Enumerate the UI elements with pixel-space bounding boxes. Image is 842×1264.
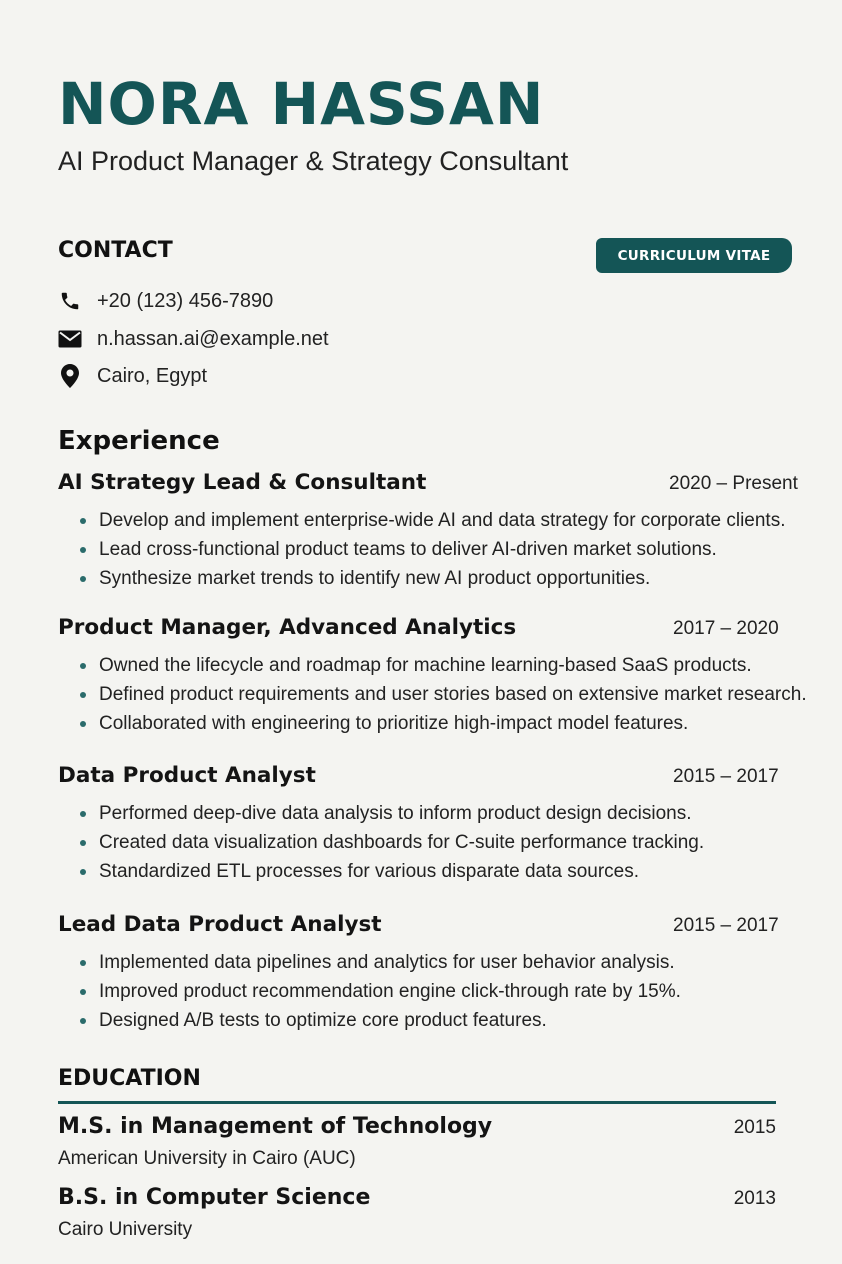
job-title: Lead Data Product Analyst [58,912,382,937]
bullet-dot [80,663,86,669]
phone-icon [58,289,82,313]
experience-heading: Experience [58,426,220,456]
job-bullet: Standardized ETL processes for various disparate data sources. [58,857,704,886]
education-school: American University in Cairo (AUC) [58,1148,356,1169]
bullet-dot [80,518,86,524]
job-title: Data Product Analyst [58,763,316,788]
envelope-icon [58,327,82,351]
education-heading: EDUCATION [58,1066,201,1091]
contact-location-row [58,363,207,389]
job-bullet: Performed deep-dive data analysis to inform product design decisions. [58,799,704,828]
map-pin-icon [58,364,82,388]
contact-location: Cairo, Egypt [97,364,208,387]
bullet-dot [80,989,86,995]
contact-email: n.hassan.ai@example.net [97,327,329,350]
job-title: AI Strategy Lead & Consultant [58,470,427,495]
job-title: Product Manager, Advanced Analytics [58,615,517,640]
education-divider [58,1101,776,1104]
candidate-name: NORA HASSAN [58,70,545,138]
job-bullet: Improved product recommendation engine click-through rate by 15%. [58,977,681,1006]
bullet-dot [80,1018,86,1024]
job-bullet: Defined product requirements and user stories based on extensive market research. [58,680,807,709]
bullet-dot [80,840,86,846]
job-bullet: Created data visualization dashboards for C-suite performance tracking. [58,828,704,857]
job-bullet: Collaborated with engineering to prioritize high-impact model features. [58,709,807,738]
contact-phone-row [58,288,273,314]
job-date: 2015 – 2017 [673,915,779,936]
job-bullet: Develop and implement enterprise-wide AI and data strategy for corporate clients. [58,506,785,535]
contact-email-row [58,326,329,352]
education-year: 2015 [733,1117,776,1138]
bullet-dot [80,576,86,582]
bullet-dot [80,960,86,966]
education-year: 2013 [733,1188,776,1209]
candidate-subtitle: AI Product Manager & Strategy Consultant [58,146,569,176]
job-bullet: Implemented data pipelines and analytics for user behavior analysis. [58,948,681,977]
bullet-dot [80,547,86,553]
bullet-dot [80,811,86,817]
job-bullet: Synthesize market trends to identify new AI product opportunities. [58,564,785,593]
contact-heading: CONTACT [58,238,173,263]
education-school: Cairo University [58,1219,193,1240]
job-bullet: Lead cross-functional product teams to deliver AI-driven market solutions. [58,535,785,564]
job-bullets [58,799,704,886]
job-bullets [58,948,681,1035]
job-bullet: Designed A/B tests to optimize core product features. [58,1006,681,1035]
education-degree: B.S. in Computer Science [58,1185,371,1210]
job-bullets [58,506,785,593]
job-date: 2015 – 2017 [673,766,779,787]
contact-phone: +20 (123) 456-7890 [97,289,274,312]
job-date: 2017 – 2020 [673,618,779,639]
bullet-dot [80,721,86,727]
job-bullet: Owned the lifecycle and roadmap for machine learning-based SaaS products. [58,651,807,680]
job-date: 2020 – Present [669,473,798,494]
job-bullets [58,651,807,738]
bullet-dot [80,692,86,698]
curriculum-vitae-badge: CURRICULUM VITAE [596,238,792,273]
education-degree: M.S. in Management of Technology [58,1114,493,1139]
bullet-dot [80,869,86,875]
